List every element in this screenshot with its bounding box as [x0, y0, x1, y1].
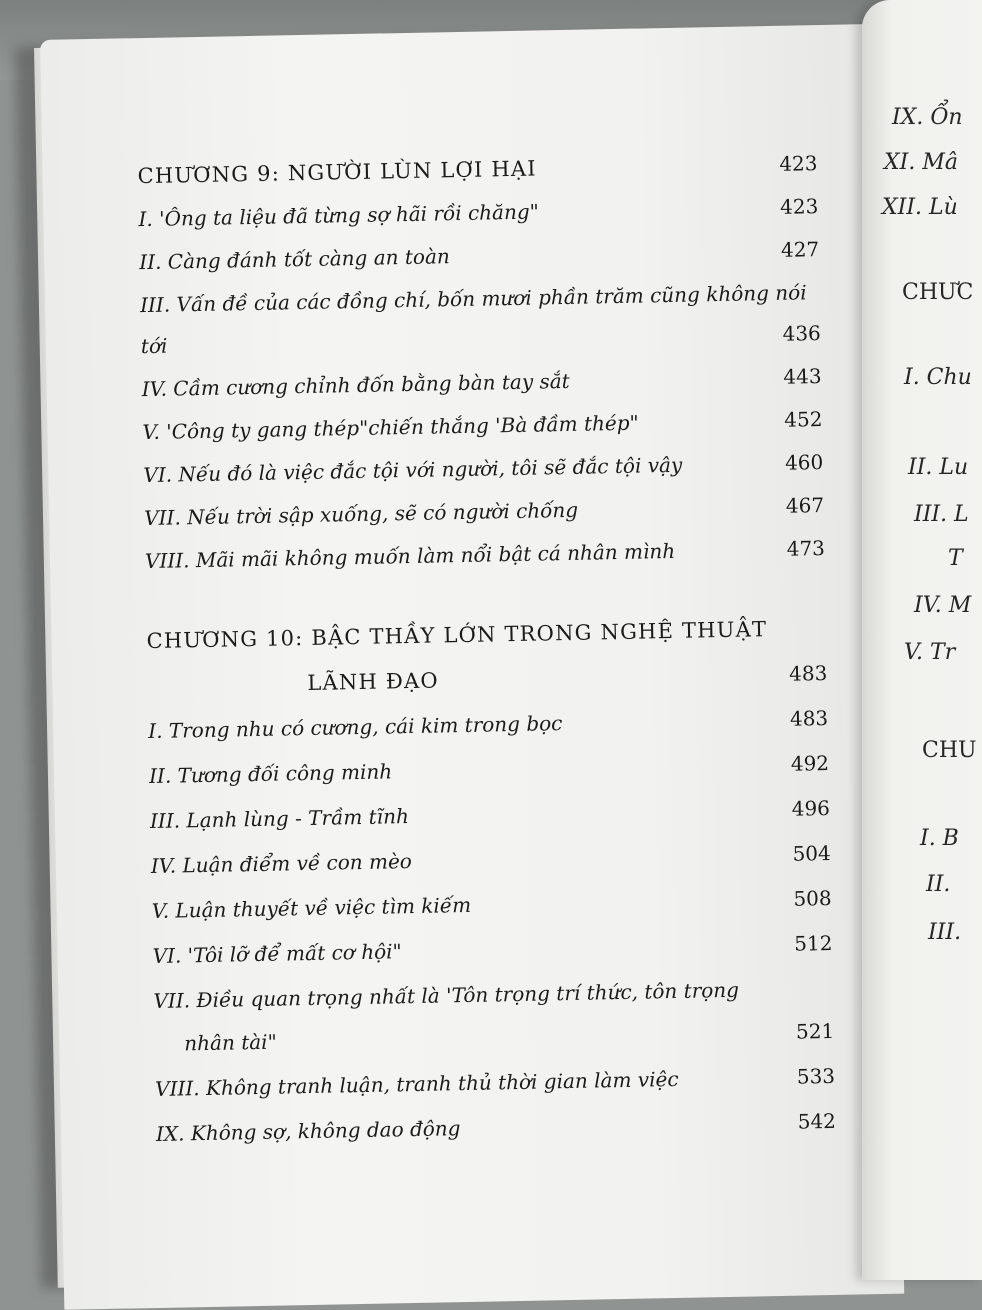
toc-entry-continuation [154, 1013, 835, 1062]
chapter-10-heading-continuation [147, 655, 828, 704]
chapter-title: CHƯƠNG 9: NGƯỜI LÙN LỢI HẠI [137, 156, 537, 189]
toc-entry [148, 700, 829, 749]
page-number: 452 [784, 407, 823, 432]
page-number: 521 [795, 1018, 835, 1044]
right-page-line: IV. M [914, 593, 972, 618]
toc-entry [151, 835, 832, 884]
chapter-9-heading [137, 145, 818, 194]
entry-title: VII. Nếu trời sập xuống, sẽ có người chống [143, 497, 579, 531]
toc-entry [152, 925, 833, 974]
toc-entry-continuation [141, 315, 822, 364]
toc-entry [139, 231, 820, 280]
toc-entry [155, 1058, 836, 1107]
page-number: 512 [794, 930, 833, 956]
page-number: 542 [797, 1108, 837, 1134]
toc-entry [151, 880, 832, 929]
right-page-line: T [948, 546, 963, 571]
page-number: 467 [785, 493, 825, 518]
entry-title: IV. Luận điểm về con mèo [150, 849, 413, 879]
right-page-line: II. [926, 872, 951, 897]
page-number: 423 [779, 151, 818, 176]
toc-entry [153, 970, 834, 1019]
chapter-title: CHƯƠNG 10: BẬC THẦY LỚN TRONG NGHỆ THUẬT [146, 617, 768, 654]
toc-entry [138, 188, 819, 237]
chapter-title: LÃNH ĐẠO [307, 668, 440, 695]
entry-title: VI. Nếu đó là việc đắc tội với người, tôi sẽ đắc tội vậy [143, 452, 683, 488]
right-page-line: V. Tr [904, 640, 956, 665]
right-page-line: II. Lu [908, 455, 969, 480]
toc-entry [142, 401, 823, 450]
page-number: 436 [782, 321, 822, 346]
page-number: 423 [779, 194, 819, 219]
right-page-line: CHU [922, 738, 977, 763]
table-of-contents [135, 25, 859, 1308]
page-number: 492 [790, 750, 830, 776]
entry-title: IX. Không sợ, không dao động [155, 1116, 461, 1146]
page-number: 427 [780, 237, 820, 262]
page-number: 460 [784, 450, 824, 475]
right-page-line: III. [928, 920, 962, 945]
book-page-right [862, 0, 982, 1280]
entry-title: nhân tài" [184, 1029, 277, 1056]
page-number: 533 [796, 1063, 836, 1089]
page-number: 443 [783, 364, 822, 389]
chapter-10-heading [146, 610, 827, 659]
book-page-left [40, 24, 904, 1310]
entry-title: III. Vấn đề của các đồng chí, bốn mươi phần trăm cũng không nói [139, 280, 807, 318]
entry-title: VIII. Không tranh luận, tranh thủ thời gian làm việc [154, 1066, 679, 1101]
entry-title: I. Trong nhu có cương, cái kim trong bọc [148, 711, 563, 744]
page-number: 504 [792, 840, 831, 866]
toc-entry [149, 745, 830, 794]
entry-title: III. Lạnh lùng - Trầm tĩnh [149, 804, 410, 834]
right-page-line: I. Chu [904, 365, 972, 390]
right-page-line: CHƯC [902, 280, 974, 305]
right-page-line: IX. Ổn [892, 105, 963, 130]
right-page-line: XII. Lù [882, 195, 958, 220]
entry-title: II. Càng đánh tốt càng an toàn [139, 244, 450, 275]
page-number: 483 [788, 661, 828, 686]
entry-title: VII. Điều quan trọng nhất là 'Tôn trọng trí thức, tôn trọng [153, 977, 740, 1013]
entry-title: IV. Cầm cương chỉnh đốn bằng bàn tay sắt [141, 368, 570, 402]
toc-entry [150, 790, 831, 839]
page-number: 483 [789, 705, 829, 731]
toc-entry [144, 487, 825, 536]
entry-title: VIII. Mãi mãi không muốn làm nổi bật cá nhân mình [144, 538, 676, 574]
toc-entry [140, 274, 821, 323]
right-page-line: III. L [914, 502, 969, 527]
toc-entry [145, 530, 826, 579]
page-number: 473 [786, 536, 826, 561]
right-page-line: I. B [920, 826, 959, 851]
page-number: 508 [793, 885, 832, 911]
entry-title: tới [140, 333, 168, 359]
page-number: 496 [791, 795, 831, 821]
entry-title: II. Tương đối công minh [148, 759, 393, 789]
toc-entry [141, 358, 822, 407]
toc-entry [156, 1103, 837, 1152]
entry-title: I. 'Ông ta liệu đã từng sợ hãi rồi chăng" [138, 199, 540, 232]
entry-title: VI. 'Tôi lỡ để mất cơ hội" [152, 939, 402, 969]
right-page-line: XI. Mâ [884, 150, 958, 175]
toc-entry [143, 444, 824, 493]
entry-title: V. Luận thuyết về việc tìm kiếm [151, 892, 472, 924]
entry-title: V. 'Công ty gang thép"chiến thắng 'Bà đầm thép" [142, 410, 639, 445]
